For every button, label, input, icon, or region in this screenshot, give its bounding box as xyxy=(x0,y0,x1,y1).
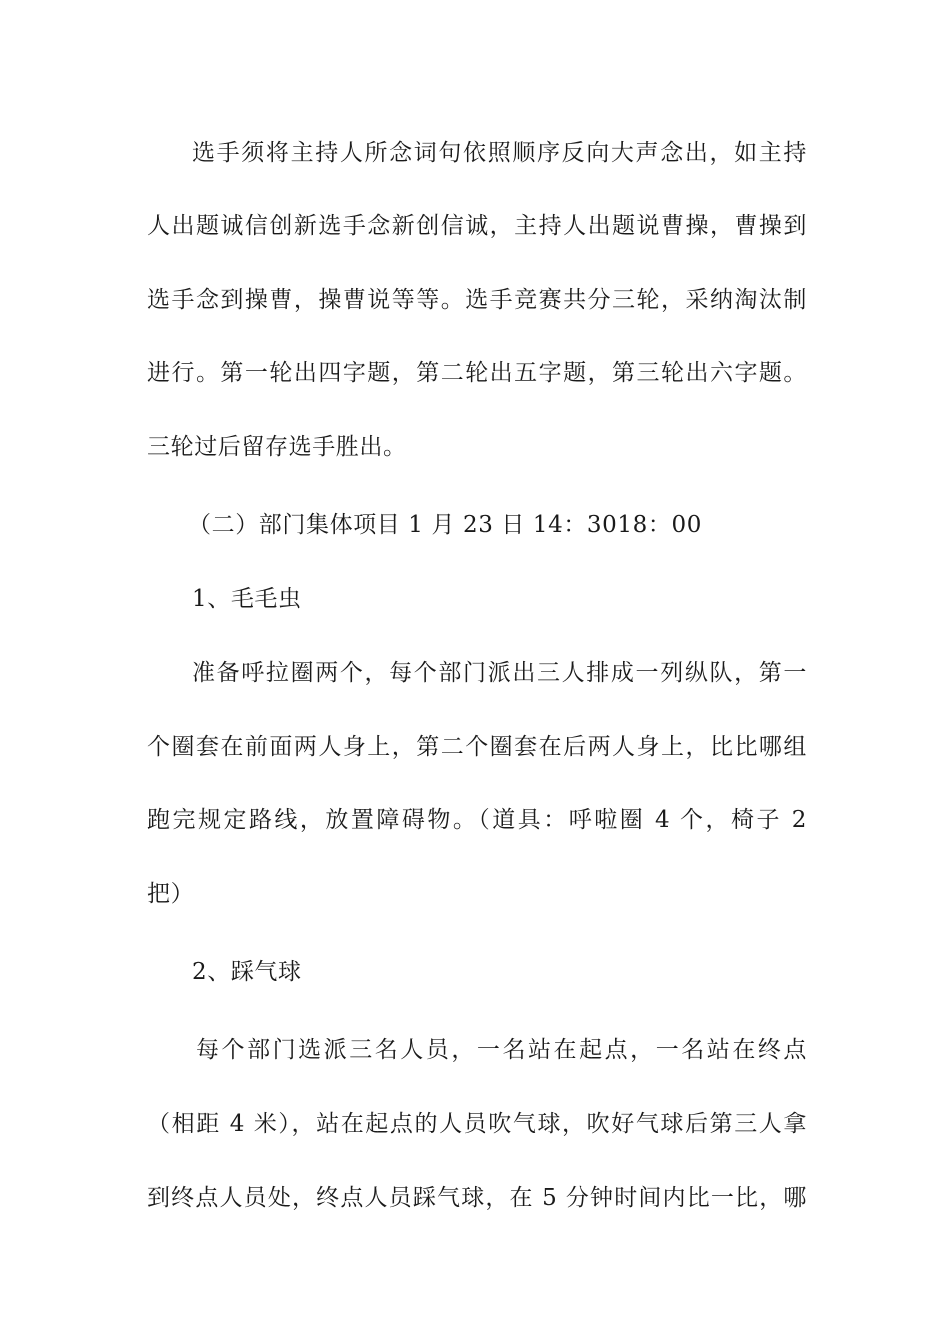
item-title: 2、踩气球 xyxy=(192,959,302,985)
paragraph-line: 准备呼拉圈两个，每个部门派出三人排成一列纵队，第一 xyxy=(192,660,807,686)
paragraph-line: 到终点人员处，终点人员踩气球，在 5 分钟时间内比一比，哪 xyxy=(147,1185,807,1211)
paragraph-line: （相距 4 米），站在起点的人员吹气球，吹好气球后第三人拿 xyxy=(147,1111,807,1137)
paragraph-line: 个圈套在前面两人身上，第二个圈套在后两人身上，比比哪组 xyxy=(147,734,807,760)
paragraph-line: 人出题诚信创新选手念新创信诚，主持人出题说曹操，曹操到 xyxy=(147,213,807,239)
paragraph-line: 把） xyxy=(147,881,195,907)
section-heading: （二）部门集体项目 1 月 23 日 14：3018：00 xyxy=(188,512,702,538)
paragraph-line: 选手念到操曹，操曹说等等。选手竞赛共分三轮，采纳淘汰制 xyxy=(147,287,807,313)
item-title: 1、毛毛虫 xyxy=(192,586,302,612)
paragraph-line: 三轮过后留存选手胜出。 xyxy=(147,434,407,460)
paragraph-line: 进行。第一轮出四字题，第二轮出五字题，第三轮出六字题。 xyxy=(147,360,807,386)
paragraph-line: 跑完规定路线，放置障碍物。（道具：呼啦圈 4 个，椅子 2 xyxy=(147,807,807,833)
paragraph-line: 每个部门选派三名人员，一名站在起点，一名站在终点 xyxy=(196,1037,807,1063)
paragraph-line: 选手须将主持人所念词句依照顺序反向大声念出，如主持 xyxy=(192,140,807,166)
